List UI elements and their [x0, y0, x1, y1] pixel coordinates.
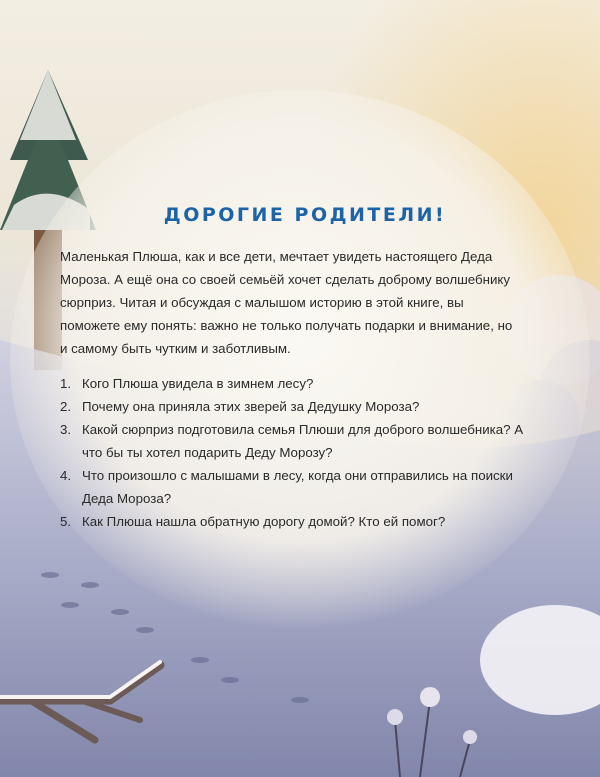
question-text: Что произошло с малышами в лесу, когда они отправились на поиски Деда Мороза?	[82, 468, 513, 506]
question-text: Почему она приняла этих зверей за Дедушку Мороза?	[82, 399, 420, 414]
question-number: 3.	[60, 422, 72, 437]
list-item	[60, 418, 530, 464]
list-item	[60, 372, 530, 395]
question-number: 5.	[60, 514, 72, 529]
question-number: 1.	[60, 376, 72, 391]
question-list	[60, 372, 530, 533]
intro-paragraph: Маленькая Плюша, как и все дети, мечтает увидеть настоящего Деда Мороза. А ещё она со своей семьёй хочет сделать доброму волшебнику сюрприз. Читая и обсуждая с малышом историю в этой книге, вы поможете ему понять: важно не только получать подарки и внимание, но и самому быть чутким и заботливым.	[60, 249, 513, 356]
parents-letter	[60, 170, 550, 550]
list-item	[60, 464, 530, 510]
question-number: 2.	[60, 399, 72, 414]
question-number: 4.	[60, 468, 72, 483]
question-text: Как Плюша нашла обратную дорогу домой? Кто ей помог?	[82, 514, 446, 529]
question-text: Какой сюрприз подготовила семья Плюши для доброго волшебника? А что бы ты хотел подарить Деду Морозу?	[82, 422, 524, 460]
page-title: ДОРОГИЕ РОДИТЕЛИ!	[163, 204, 447, 226]
list-item	[60, 510, 530, 533]
question-text: Кого Плюша увидела в зимнем лесу?	[82, 376, 314, 391]
list-item	[60, 395, 530, 418]
